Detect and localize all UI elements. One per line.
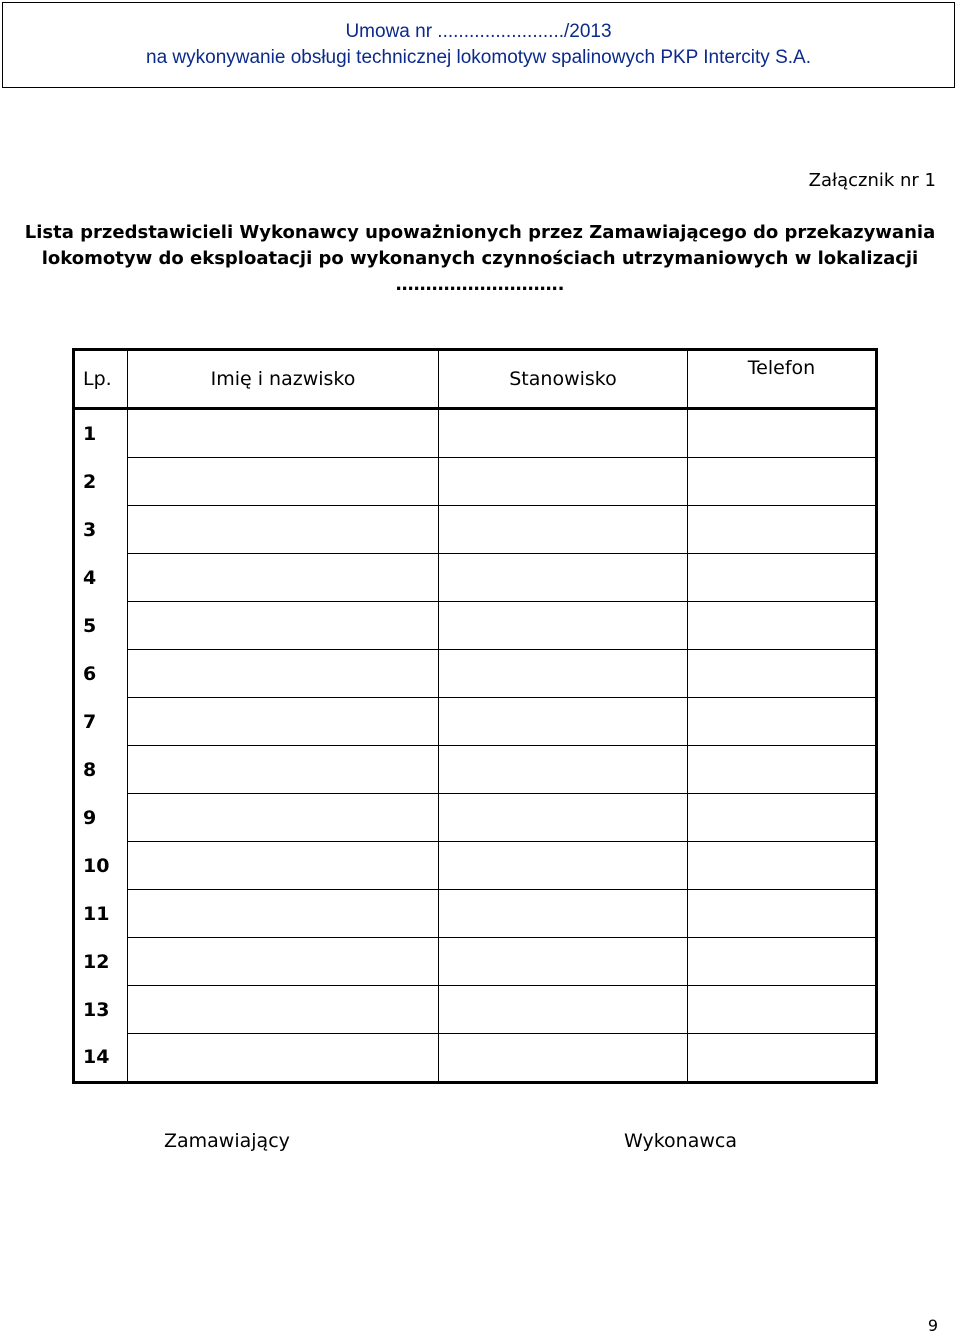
phone-cell[interactable] bbox=[688, 650, 877, 698]
name-cell[interactable] bbox=[128, 890, 439, 938]
row-number: 2 bbox=[74, 458, 128, 506]
position-cell[interactable] bbox=[439, 842, 688, 890]
table-row bbox=[74, 746, 877, 794]
phone-cell[interactable] bbox=[688, 602, 877, 650]
contract-title-line: na wykonywanie obsługi technicznej lokomotyw spalinowych PKP Intercity S.A. bbox=[146, 47, 811, 68]
row-number: 5 bbox=[74, 602, 128, 650]
header-name: Imię i nazwisko bbox=[128, 350, 439, 409]
phone-cell[interactable] bbox=[688, 409, 877, 458]
name-cell[interactable] bbox=[128, 650, 439, 698]
header-position: Stanowisko bbox=[439, 350, 688, 409]
header-phone: Telefon bbox=[688, 350, 877, 409]
intro-paragraph: Lista przedstawicieli Wykonawcy upoważnionych przez Zamawiającego do przekazywania lokomotyw do eksploatacji po wykonanych czynnościach utrzymaniowych w lokalizacji ………………………. bbox=[24, 222, 936, 295]
position-cell[interactable] bbox=[439, 890, 688, 938]
name-cell[interactable] bbox=[128, 986, 439, 1034]
name-cell[interactable] bbox=[128, 938, 439, 986]
phone-cell[interactable] bbox=[688, 506, 877, 554]
position-cell[interactable] bbox=[439, 938, 688, 986]
name-cell[interactable] bbox=[128, 794, 439, 842]
table-row bbox=[74, 602, 877, 650]
row-number: 6 bbox=[74, 650, 128, 698]
row-number: 10 bbox=[74, 842, 128, 890]
name-cell[interactable] bbox=[128, 698, 439, 746]
name-cell[interactable] bbox=[128, 1034, 439, 1083]
name-cell[interactable] bbox=[128, 746, 439, 794]
phone-cell[interactable] bbox=[688, 746, 877, 794]
phone-cell[interactable] bbox=[688, 1034, 877, 1083]
row-number: 11 bbox=[74, 890, 128, 938]
table-row bbox=[74, 938, 877, 986]
position-cell[interactable] bbox=[439, 554, 688, 602]
phone-cell[interactable] bbox=[688, 698, 877, 746]
position-cell[interactable] bbox=[439, 986, 688, 1034]
row-number: 1 bbox=[74, 409, 128, 458]
row-number: 9 bbox=[74, 794, 128, 842]
position-cell[interactable] bbox=[439, 602, 688, 650]
position-cell[interactable] bbox=[439, 650, 688, 698]
row-number: 3 bbox=[74, 506, 128, 554]
name-cell[interactable] bbox=[128, 554, 439, 602]
position-cell[interactable] bbox=[439, 458, 688, 506]
phone-cell[interactable] bbox=[688, 890, 877, 938]
name-cell[interactable] bbox=[128, 602, 439, 650]
table-row bbox=[74, 698, 877, 746]
phone-cell[interactable] bbox=[688, 554, 877, 602]
annex-label: Załącznik nr 1 bbox=[808, 170, 936, 191]
row-number: 4 bbox=[74, 554, 128, 602]
row-number: 12 bbox=[74, 938, 128, 986]
representatives-table bbox=[72, 348, 878, 1084]
table-row bbox=[74, 409, 877, 458]
table-row bbox=[74, 1034, 877, 1083]
row-number: 14 bbox=[74, 1034, 128, 1083]
name-cell[interactable] bbox=[128, 409, 439, 458]
table-row bbox=[74, 794, 877, 842]
signature-contractor: Wykonawca bbox=[624, 1130, 737, 1152]
header-lp: Lp. bbox=[74, 350, 128, 409]
phone-cell[interactable] bbox=[688, 842, 877, 890]
row-number: 13 bbox=[74, 986, 128, 1034]
table-row bbox=[74, 986, 877, 1034]
page-number: 9 bbox=[927, 1316, 938, 1335]
phone-cell[interactable] bbox=[688, 938, 877, 986]
name-cell[interactable] bbox=[128, 506, 439, 554]
row-number: 8 bbox=[74, 746, 128, 794]
row-number: 7 bbox=[74, 698, 128, 746]
contract-number-line: Umowa nr ......................../2013 bbox=[345, 21, 612, 42]
table-header-row bbox=[74, 350, 877, 409]
position-cell[interactable] bbox=[439, 1034, 688, 1083]
table-row bbox=[74, 506, 877, 554]
table-row bbox=[74, 842, 877, 890]
position-cell[interactable] bbox=[439, 794, 688, 842]
phone-cell[interactable] bbox=[688, 986, 877, 1034]
signature-ordering-party: Zamawiający bbox=[164, 1130, 290, 1152]
table-row bbox=[74, 650, 877, 698]
document-header bbox=[2, 2, 955, 88]
name-cell[interactable] bbox=[128, 842, 439, 890]
table-row bbox=[74, 458, 877, 506]
name-cell[interactable] bbox=[128, 458, 439, 506]
phone-cell[interactable] bbox=[688, 458, 877, 506]
position-cell[interactable] bbox=[439, 506, 688, 554]
position-cell[interactable] bbox=[439, 698, 688, 746]
position-cell[interactable] bbox=[439, 746, 688, 794]
phone-cell[interactable] bbox=[688, 794, 877, 842]
table-row bbox=[74, 554, 877, 602]
table-row bbox=[74, 890, 877, 938]
position-cell[interactable] bbox=[439, 409, 688, 458]
